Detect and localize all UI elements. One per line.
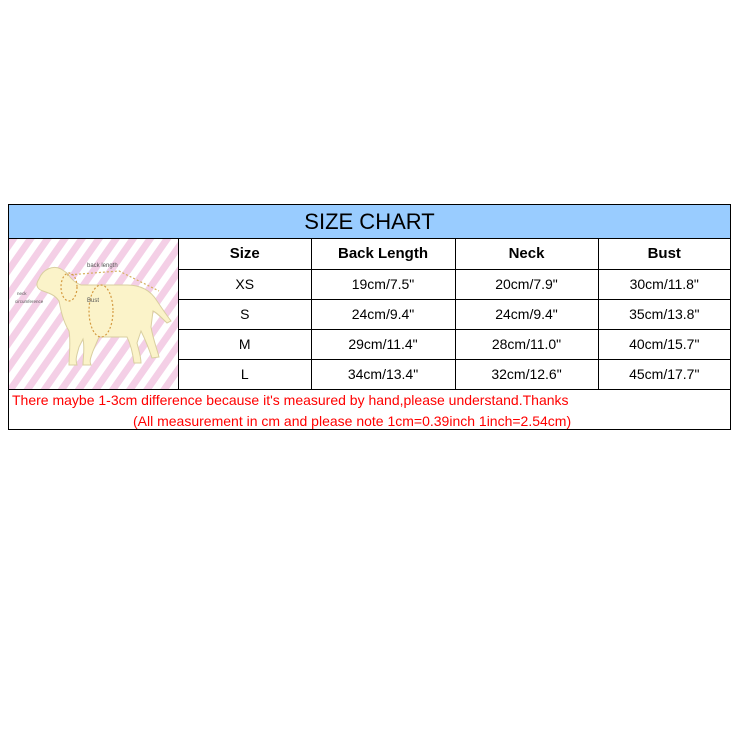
cell-size: S (179, 299, 311, 329)
notes-section (9, 389, 730, 430)
cell-size: XS (179, 269, 311, 299)
cell-back-length: 34cm/13.4" (311, 359, 455, 389)
table-row (179, 359, 730, 389)
bust-label: Bust (87, 298, 100, 304)
cell-size: L (179, 359, 311, 389)
table-row (179, 329, 730, 359)
chart-title: SIZE CHART (9, 205, 730, 239)
cell-bust: 30cm/11.8" (598, 269, 730, 299)
cell-size: M (179, 329, 311, 359)
size-table (179, 239, 730, 390)
header-size: Size (179, 239, 311, 269)
cell-neck: 24cm/9.4" (455, 299, 598, 329)
cell-bust: 45cm/17.7" (598, 359, 730, 389)
header-neck: Neck (455, 239, 598, 269)
cell-back-length: 19cm/7.5" (311, 269, 455, 299)
dog-measurement-diagram (9, 239, 179, 389)
header-bust: Bust (598, 239, 730, 269)
table-row (179, 299, 730, 329)
cell-bust: 35cm/13.8" (598, 299, 730, 329)
size-chart (8, 204, 731, 430)
dog-illustration (9, 239, 178, 389)
back-length-label: back length (87, 263, 118, 269)
neck-label-line1: neck (17, 291, 27, 296)
table-row (179, 269, 730, 299)
cell-neck: 28cm/11.0" (455, 329, 598, 359)
cell-back-length: 29cm/11.4" (311, 329, 455, 359)
header-back-length: Back Length (311, 239, 455, 269)
cell-back-length: 24cm/9.4" (311, 299, 455, 329)
table-header-row (179, 239, 730, 269)
note-measurement-difference: There maybe 1-3cm difference because it's measured by hand,please understand.Thanks (12, 392, 569, 408)
cell-neck: 32cm/12.6" (455, 359, 598, 389)
neck-label-line2: circumference (15, 299, 44, 304)
cell-neck: 20cm/7.9" (455, 269, 598, 299)
cell-bust: 40cm/15.7" (598, 329, 730, 359)
note-unit-conversion: (All measurement in cm and please note 1cm=0.39inch 1inch=2.54cm) (133, 413, 572, 429)
